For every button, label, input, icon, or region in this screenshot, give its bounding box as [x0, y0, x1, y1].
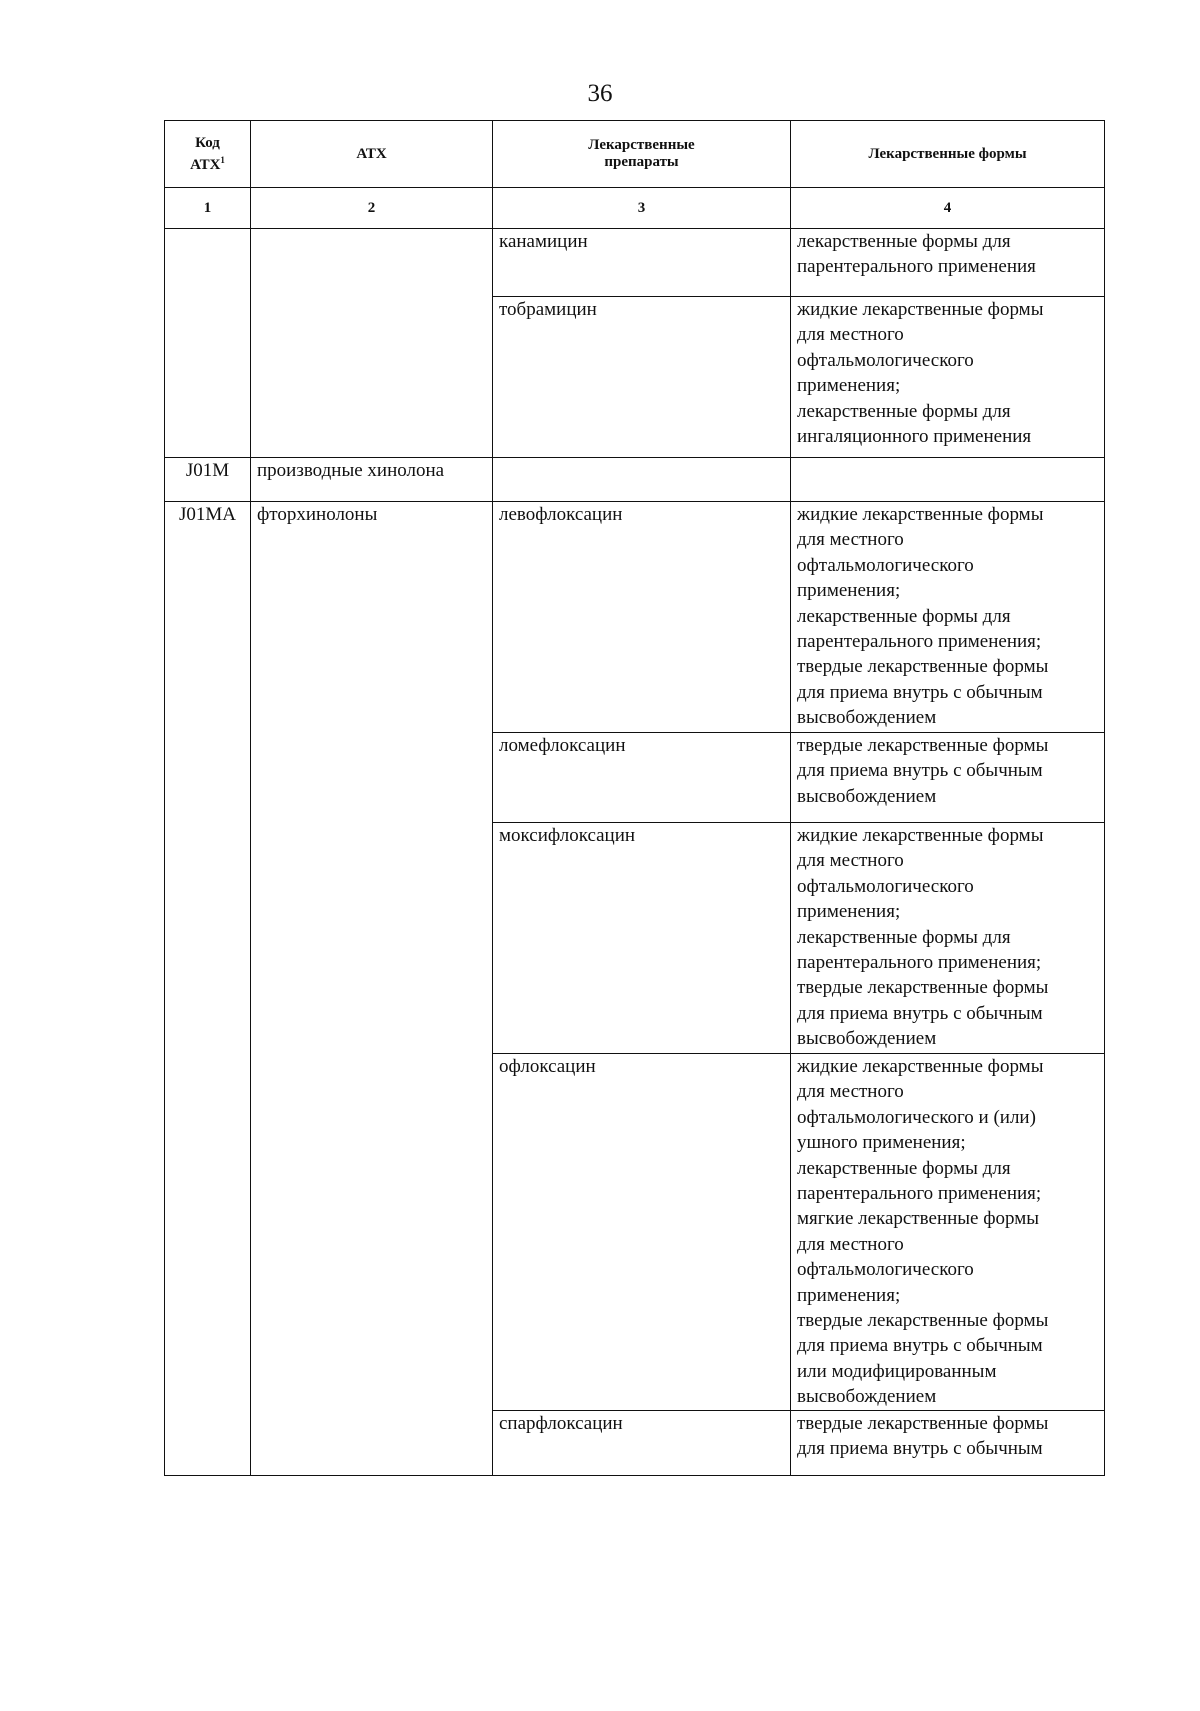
drug-name-cell: тобрамицин — [493, 297, 791, 458]
dosage-form-line: офтальмологического — [797, 349, 974, 371]
dosage-form-line: для приема внутрь с обычным — [797, 1335, 1043, 1357]
header-drugs — [493, 121, 791, 188]
dosage-form-line: для приема внутрь с обычным — [797, 1002, 1043, 1024]
dosage-forms-cell — [791, 1054, 1105, 1411]
dosage-form-line: лекарственные формы для — [797, 926, 1011, 948]
dosage-form-line: ушного применения; — [797, 1132, 966, 1154]
drug-name-cell: офлоксацин — [493, 1054, 791, 1411]
dosage-form-line: лекарственные формы для — [797, 231, 1011, 252]
dosage-form-line: для приема внутрь с обычным — [797, 681, 1043, 703]
header-forms: Лекарственные формы — [791, 121, 1105, 188]
dosage-form-line: применения; — [797, 580, 901, 602]
dosage-forms-cell — [791, 297, 1105, 458]
drug-name-cell: ломефлоксацин — [493, 733, 791, 823]
dosage-form-line: твердые лекарственные формы — [797, 1412, 1049, 1434]
atx-drug-table — [164, 120, 1105, 1476]
drug-name-cell — [493, 458, 791, 502]
dosage-form-line: твердые лекарственные формы — [797, 1310, 1049, 1332]
dosage-form-line: высвобождением — [797, 707, 937, 729]
drug-name-cell: канамицин — [493, 229, 791, 297]
dosage-forms-cell — [791, 823, 1105, 1054]
dosage-forms-cell — [791, 229, 1105, 297]
header-code-label: Код — [195, 134, 220, 151]
dosage-form-line: для местного — [797, 1081, 904, 1103]
dosage-form-line: офтальмологического — [797, 554, 974, 576]
dosage-forms-cell — [791, 733, 1105, 823]
header-drugs-line2: препараты — [604, 154, 679, 170]
table-row — [165, 229, 1105, 297]
dosage-form-line: офтальмологического — [797, 1259, 974, 1281]
header-atx: АТХ — [251, 121, 493, 188]
drug-name-cell: левофлоксацин — [493, 502, 791, 733]
dosage-form-line: для приема внутрь с обычным — [797, 760, 1043, 782]
dosage-form-line: жидкие лекарственные формы — [797, 825, 1044, 846]
drug-name-cell: спарфлоксацин — [493, 1410, 791, 1475]
header-code-label-atx: АТХ — [190, 156, 221, 173]
dosage-form-line: жидкие лекарственные формы — [797, 504, 1044, 525]
dosage-form-line: лекарственные формы для — [797, 400, 1011, 422]
dosage-form-line: для местного — [797, 529, 904, 551]
dosage-form-line: лекарственные формы для — [797, 605, 1011, 627]
dosage-form-line: или модифицированным — [797, 1360, 997, 1382]
dosage-form-line: твердые лекарственные формы — [797, 977, 1049, 999]
table-body — [165, 229, 1105, 1476]
column-number: 1 — [165, 188, 251, 229]
atx-code-cell: J01MA — [165, 502, 251, 1476]
atx-group-cell: фторхинолоны — [251, 502, 493, 1476]
table-row — [165, 502, 1105, 733]
dosage-form-line: для местного — [797, 324, 904, 346]
footnote-marker: 1 — [220, 154, 225, 165]
atx-group-cell: производные хинолона — [251, 458, 493, 502]
dosage-form-line: высвобождением — [797, 1386, 937, 1408]
dosage-form-line: парентерального применения — [797, 256, 1036, 278]
table-row — [165, 458, 1105, 502]
column-number: 4 — [791, 188, 1105, 229]
dosage-form-line: парентерального применения; — [797, 1183, 1042, 1205]
dosage-form-line: применения; — [797, 901, 901, 923]
dosage-form-line: для местного — [797, 1233, 904, 1255]
dosage-form-line: твердые лекарственные формы — [797, 656, 1049, 678]
dosage-form-line: парентерального применения; — [797, 952, 1042, 974]
dosage-form-line: офтальмологического — [797, 875, 974, 897]
dosage-form-line: лекарственные формы для — [797, 1157, 1011, 1179]
header-code — [165, 121, 251, 188]
dosage-form-line: твердые лекарственные формы — [797, 735, 1049, 756]
dosage-form-line: мягкие лекарственные формы — [797, 1208, 1040, 1230]
dosage-form-line: применения; — [797, 1284, 901, 1306]
dosage-form-line: применения; — [797, 375, 901, 397]
dosage-form-line: для приема внутрь с обычным — [797, 1438, 1043, 1460]
column-number: 3 — [493, 188, 791, 229]
drug-name-cell: моксифлоксацин — [493, 823, 791, 1054]
dosage-form-line: высвобождением — [797, 1028, 937, 1050]
dosage-form-line: ингаляционного применения — [797, 426, 1032, 448]
atx-code-cell — [165, 229, 251, 458]
dosage-forms-cell — [791, 458, 1105, 502]
dosage-form-line: жидкие лекарственные формы — [797, 1056, 1044, 1077]
atx-group-cell — [251, 229, 493, 458]
dosage-form-line: офтальмологического и (или) — [797, 1106, 1036, 1128]
dosage-form-line: парентерального применения; — [797, 631, 1042, 653]
atx-code-cell: J01M — [165, 458, 251, 502]
dosage-forms-cell — [791, 1410, 1105, 1475]
column-number: 2 — [251, 188, 493, 229]
dosage-form-line: жидкие лекарственные формы — [797, 299, 1044, 320]
dosage-forms-cell — [791, 502, 1105, 733]
header-drugs-line1: Лекарственные — [588, 137, 695, 153]
page-number: 36 — [587, 80, 613, 107]
dosage-form-line: высвобождением — [797, 785, 937, 807]
dosage-form-line: для местного — [797, 850, 904, 872]
